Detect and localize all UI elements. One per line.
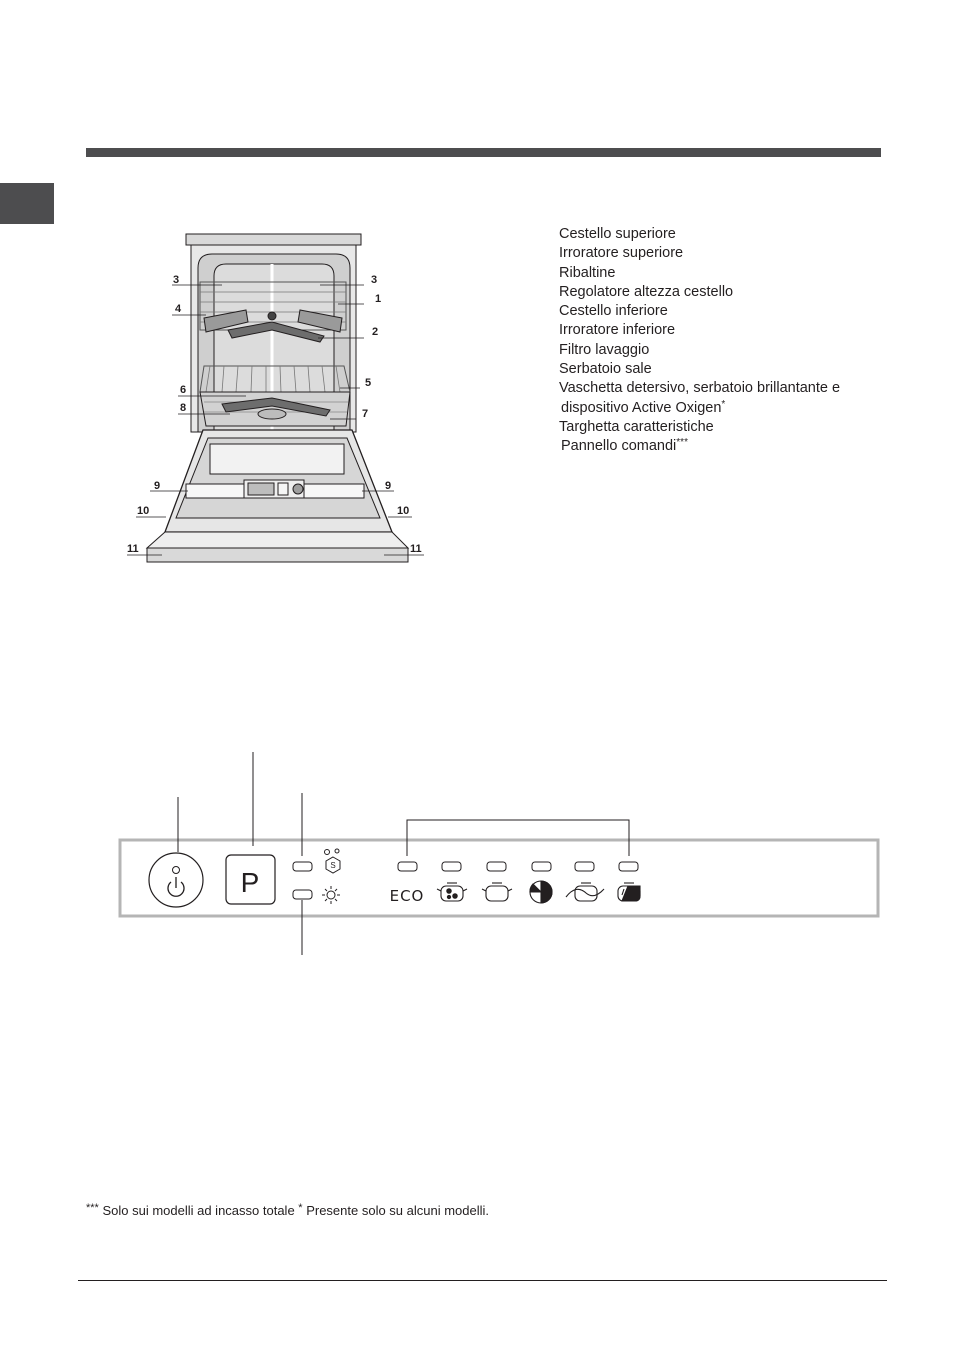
- part-item: Irroratore superiore: [559, 245, 684, 262]
- callout-1: 1: [375, 293, 382, 305]
- callout-11-right: 11: [410, 543, 422, 555]
- part-item: Targhetta caratteristiche: [559, 418, 714, 435]
- callout-4: 4: [175, 303, 182, 315]
- rinse-aid-led: [293, 890, 312, 899]
- dishwasher-illustration: [147, 234, 408, 562]
- power-button[interactable]: [149, 853, 203, 907]
- part-item: Regolatore altezza cestello: [559, 283, 734, 300]
- callout-8: 8: [180, 402, 187, 414]
- program-button[interactable]: [226, 855, 275, 904]
- callout-11-left: 11: [127, 543, 139, 555]
- quick-icon[interactable]: [530, 881, 552, 903]
- callout-2: 2: [372, 326, 379, 338]
- callout-5: 5: [365, 377, 372, 389]
- part-item: Ribaltine: [559, 264, 616, 281]
- footer-rule: [78, 1280, 887, 1281]
- program-key-label: P: [240, 867, 260, 898]
- callout-6: 6: [180, 384, 187, 396]
- eco-icon[interactable]: ECO: [389, 887, 425, 905]
- callout-3-left: 3: [173, 274, 180, 286]
- callout-9-left: 9: [154, 480, 161, 492]
- control-panel: [120, 752, 878, 955]
- part-item: Cestello superiore: [559, 226, 676, 242]
- callout-9-right: 9: [385, 480, 392, 492]
- part-item: Serbatoio sale: [559, 361, 652, 378]
- svg-text:S: S: [330, 861, 336, 870]
- part-item: Irroratore inferiore: [559, 322, 676, 339]
- salt-led: [293, 862, 312, 871]
- footnote: *** Solo sui modelli ad incasso totale * Presente solo su alcuni modelli.: [86, 1202, 490, 1218]
- callout-10-left: 10: [137, 505, 150, 517]
- callout-3-right: 3: [371, 274, 378, 286]
- part-item: Cestello inferiore: [559, 303, 668, 320]
- callout-10-right: 10: [397, 505, 410, 517]
- part-item: Filtro lavaggio: [559, 341, 650, 358]
- part-item: Vaschetta detersivo, serbatoio brillantante e: [559, 380, 841, 397]
- part-item: Pannello comandi***: [561, 437, 688, 455]
- callout-7: 7: [362, 408, 369, 420]
- part-item: dispositivo Active Oxigen*: [561, 398, 726, 416]
